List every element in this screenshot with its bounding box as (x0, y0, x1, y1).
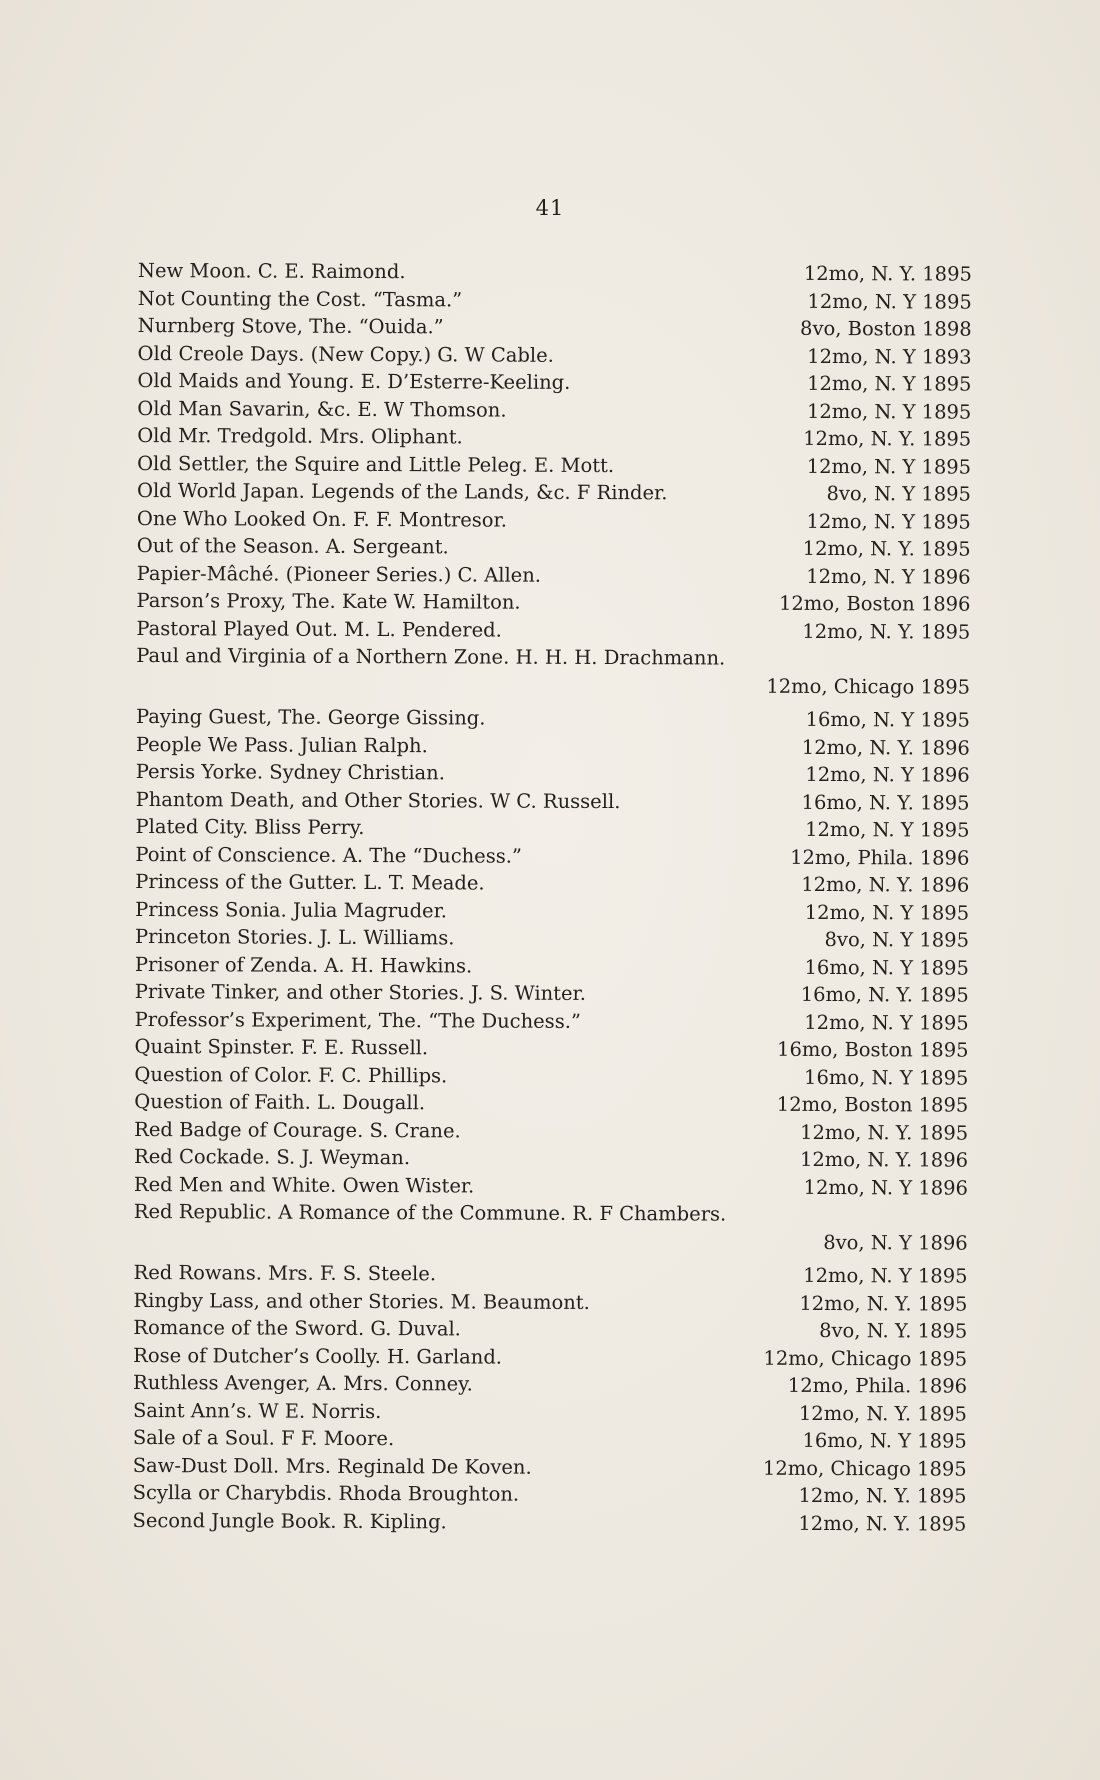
entry-title: Pastoral Played Out. M. L. Pendered. (136, 616, 502, 642)
entry-title: Nurnberg Stove, The. “Ouida.” (137, 313, 444, 339)
entry-title: Scylla or Charybdis. Rhoda Broughton. (132, 1480, 520, 1506)
entry-title: Sale of a Soul. F F. Moore. (132, 1425, 395, 1451)
catalog-entry (136, 785, 970, 816)
catalog-entry (137, 422, 971, 453)
catalog-entry (135, 840, 969, 871)
entry-title: Private Tinker, and other Stories. J. S. Winter. (134, 979, 586, 1005)
entry-publication: 12mo, Chicago 1895 (763, 1346, 968, 1371)
entry-publication: 12mo, N. Y 1895 (806, 509, 971, 534)
catalog-entry (137, 449, 971, 480)
entry-publication: 12mo, N. Y 1895 (804, 900, 970, 925)
entry-title: Rose of Dutcher’s Coolly. H. Garland. (133, 1343, 503, 1369)
catalog-entry (137, 532, 971, 563)
catalog-entry (135, 895, 969, 926)
entry-publication: 12mo, N. Y 1895 (806, 399, 972, 424)
entry-publication: 12mo, N. Y 1895 (805, 817, 970, 842)
catalog-entry (132, 1506, 966, 1537)
catalog-entry-list (132, 257, 972, 1538)
entry-publication: 12mo, N. Y. 1895 (800, 1120, 969, 1145)
entry-publication: 16mo, N. Y 1895 (805, 707, 971, 732)
catalog-entry (133, 1424, 967, 1455)
entry-publication: 12mo, N. Y 1896 (805, 762, 970, 787)
entry-publication: 12mo, Phila. 1896 (787, 1373, 968, 1398)
entry-title: Saint Ann’s. W E. Norris. (132, 1398, 382, 1423)
catalog-entry (136, 642, 970, 701)
catalog-entry (133, 1314, 967, 1345)
entry-publication: 16mo, N. Y 1895 (804, 1065, 969, 1090)
catalog-entry (134, 1143, 968, 1174)
entry-publication: 8vo, N. Y. 1895 (819, 1318, 968, 1343)
catalog-entry (138, 284, 972, 315)
entry-title: Princess of the Gutter. L. T. Meade. (135, 869, 485, 895)
entry-publication: 12mo, N. Y 1895 (803, 1263, 968, 1288)
entry-title: Second Jungle Book. R. Kipling. (132, 1508, 447, 1533)
entry-publication: 12mo, Chicago 1895 (762, 1456, 967, 1481)
entry-publication: 12mo, N. Y 1896 (803, 1175, 968, 1200)
entry-title: Ruthless Avenger, A. Mrs. Conney. (133, 1370, 473, 1396)
catalog-entry (135, 950, 969, 981)
entry-title: Princess Sonia. Julia Magruder. (135, 897, 448, 922)
entry-publication: 12mo, N. Y 1895 (807, 289, 972, 314)
entry-publication: 12mo, N. Y. 1895 (799, 1291, 968, 1316)
entry-title: Prisoner of Zenda. A. H. Hawkins. (134, 952, 473, 977)
entry-publication: 12mo, Boston 1895 (776, 1092, 969, 1117)
entry-publication: 12mo, Phila. 1896 (790, 845, 970, 870)
entry-publication: 16mo, Boston 1895 (777, 1037, 969, 1062)
entry-publication: 16mo, N. Y 1895 (802, 1428, 967, 1453)
catalog-entry (134, 1033, 968, 1064)
entry-publication: 12mo, N. Y 1895 (804, 1010, 969, 1035)
catalog-entry (138, 257, 972, 288)
entry-publication: 12mo, N. Y. 1895 (798, 1511, 967, 1536)
catalog-entry (133, 1451, 967, 1482)
entry-title: Papier-Mâché. (Pioneer Series.) C. Allen. (136, 561, 542, 587)
entry-title: Phantom Death, and Other Stories. W C. Russell. (135, 787, 621, 813)
entry-publication: 8vo, N. Y 1896 (823, 1230, 968, 1255)
entry-title: Red Men and White. Owen Wister. (133, 1172, 475, 1197)
catalog-entry (135, 1005, 969, 1036)
entry-title: Paying Guest, The. George Gissing. (135, 704, 486, 730)
catalog-entry (137, 477, 971, 508)
entry-publication: 12mo, N. Y. 1896 (801, 872, 970, 897)
catalog-entry (133, 1479, 967, 1510)
entry-publication: 12mo, N. Y 1896 (806, 564, 971, 589)
entry-publication: 12mo, N. Y. 1895 (802, 536, 971, 561)
catalog-entry (133, 1286, 967, 1317)
entry-title: New Moon. C. E. Raimond. (137, 258, 406, 284)
catalog-entry (134, 1060, 968, 1091)
entry-publication: 12mo, N. Y. 1896 (799, 1147, 969, 1172)
entry-title: Paul and Virginia of a Northern Zone. H. H. H. Drachmann. (136, 643, 726, 670)
entry-title: Quaint Spinster. F. E. Russell. (134, 1034, 429, 1060)
catalog-entry (134, 1170, 968, 1201)
entry-title: Point of Conscience. A. The “Duchess.” (135, 842, 522, 868)
entry-title: Parson’s Proxy, The. Kate W. Hamilton. (136, 588, 521, 614)
entry-publication: 8vo, Boston 1898 (800, 316, 972, 341)
entry-title: Professor’s Experiment, The. “The Duchess.” (134, 1007, 581, 1033)
entry-publication: 12mo, N. Y. 1895 (798, 1483, 967, 1508)
entry-title: Out of the Season. A. Sergeant. (136, 533, 449, 559)
page-number: 41 (535, 196, 565, 220)
entry-publication: 12mo, N. Y. 1895 (802, 619, 971, 644)
catalog-entry (137, 394, 971, 425)
catalog-entry (138, 339, 972, 370)
catalog-entry (134, 1115, 968, 1146)
entry-publication: 8vo, N. Y 1895 (824, 928, 970, 952)
catalog-entry (136, 703, 970, 734)
entry-publication: 16mo, N. Y. 1895 (800, 982, 969, 1007)
entry-title: Old Creole Days. (New Copy.) G. W Cable. (137, 341, 554, 367)
entry-title: Romance of the Sword. G. Duval. (133, 1315, 461, 1341)
entry-title: Ringby Lass, and other Stories. M. Beaumont. (133, 1288, 590, 1314)
catalog-entry (133, 1396, 967, 1427)
catalog-entry (137, 367, 971, 398)
catalog-entry (137, 559, 971, 590)
catalog-entry (136, 587, 970, 618)
entry-title: People We Pass. Julian Ralph. (135, 732, 428, 757)
catalog-entry (136, 758, 970, 789)
entry-publication: 16mo, N. Y 1895 (804, 955, 969, 980)
entry-title: Old Maids and Young. E. D’Esterre-Keeling. (137, 368, 571, 394)
catalog-entry (135, 813, 969, 844)
catalog-entry (134, 1259, 968, 1290)
catalog-entry (135, 978, 969, 1009)
entry-publication: 12mo, Boston 1896 (778, 591, 971, 616)
entry-publication: 12mo, N. Y. 1896 (801, 735, 970, 760)
entry-title: Persis Yorke. Sydney Christian. (135, 759, 446, 785)
catalog-entry (133, 1369, 967, 1400)
entry-title: Saw-Dust Doll. Mrs. Reginald De Koven. (132, 1453, 532, 1479)
catalog-entry (136, 730, 970, 761)
entry-title: Red Cockade. S. J. Weyman. (134, 1144, 411, 1170)
catalog-entry (133, 1341, 967, 1372)
entry-publication: 12mo, N. Y. 1895 (803, 261, 972, 286)
entry-publication: 12mo, N. Y. 1895 (798, 1401, 968, 1426)
entry-publication: 12mo, N. Y 1895 (806, 454, 972, 479)
entry-publication: 12mo, N. Y 1895 (807, 371, 972, 396)
entry-publication: 8vo, N. Y 1895 (826, 482, 972, 506)
entry-title: Red Rowans. Mrs. F. S. Steele. (133, 1260, 437, 1286)
entry-publication: 12mo, N. Y 1893 (807, 344, 972, 369)
entry-title: Plated City. Bliss Perry. (135, 814, 365, 839)
entry-title: One Who Looked On. F. F. Montresor. (136, 506, 508, 532)
catalog-entry (137, 504, 971, 535)
catalog-entry (138, 312, 972, 343)
catalog-entry (135, 868, 969, 899)
entry-title: Old Mr. Tredgold. Mrs. Oliphant. (137, 423, 463, 449)
catalog-entry (134, 1088, 968, 1119)
entry-title: Question of Color. F. C. Phillips. (134, 1062, 448, 1087)
entry-title: Question of Faith. L. Dougall. (134, 1089, 426, 1115)
entry-title: Old Man Savarin, &c. E. W Thomson. (137, 396, 507, 422)
catalog-entry (136, 614, 970, 645)
entry-title: Princeton Stories. J. L. Williams. (134, 924, 455, 950)
entry-title: Old World Japan. Legends of the Lands, &c. F Rinder. (136, 478, 668, 505)
entry-title: Red Republic. A Romance of the Commune. R. F Chambers. (133, 1199, 727, 1226)
catalog-entry (135, 923, 969, 954)
entry-title: Red Badge of Courage. S. Crane. (134, 1117, 461, 1142)
entry-publication: 16mo, N. Y. 1895 (801, 790, 970, 815)
entry-publication: 12mo, N. Y. 1895 (803, 426, 972, 451)
entry-publication: 12mo, Chicago 1895 (766, 674, 971, 699)
entry-title: Old Settler, the Squire and Little Peleg. E. Mott. (137, 451, 615, 477)
entry-title: Not Counting the Cost. “Tasma.” (137, 286, 463, 311)
catalog-entry (134, 1198, 968, 1257)
